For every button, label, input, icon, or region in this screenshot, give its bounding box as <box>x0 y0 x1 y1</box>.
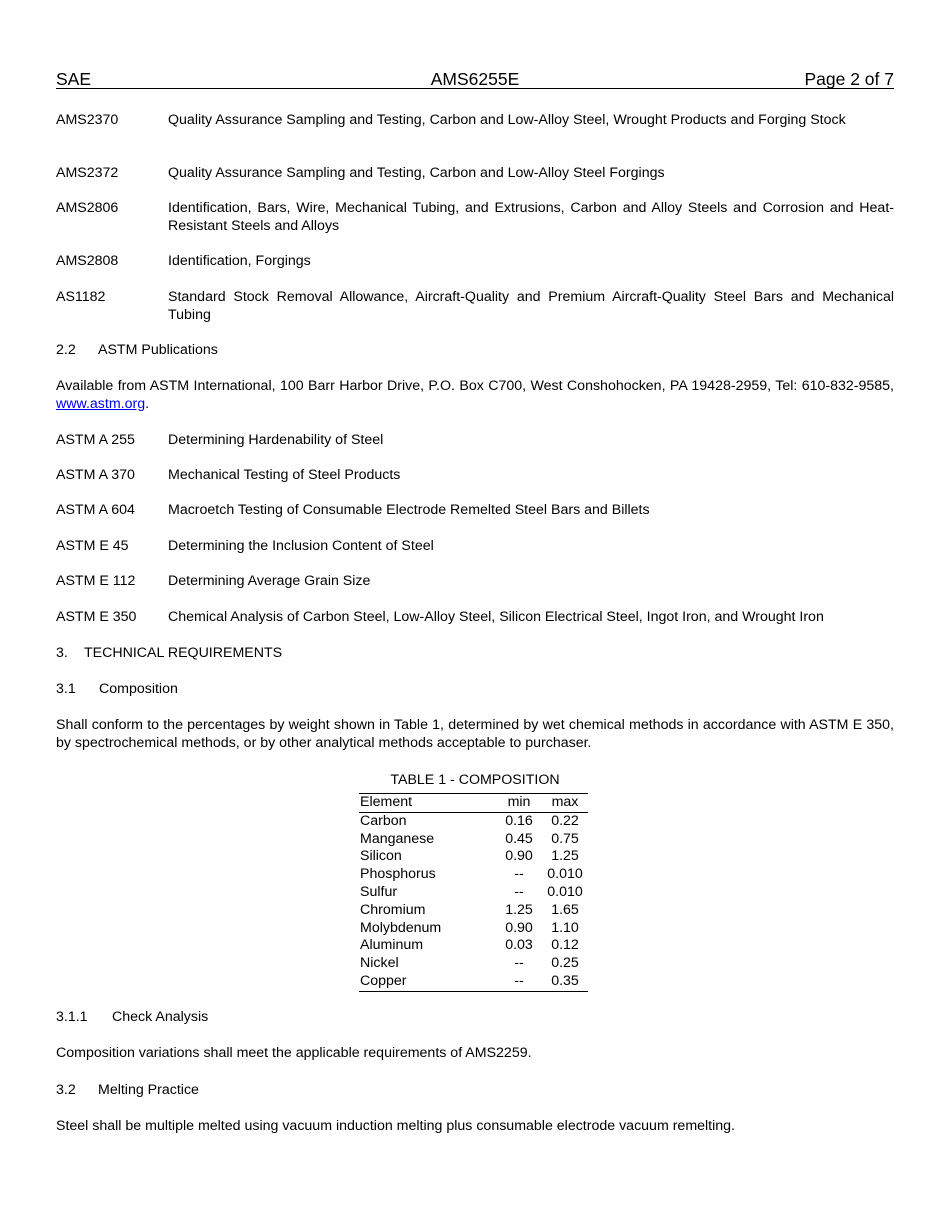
melting-practice-paragraph: Steel shall be multiple melted using vacuum induction melting plus consumable electrode vacuum remelting. <box>56 1118 735 1134</box>
table-row <box>359 884 588 902</box>
element-cell: Molybdenum <box>360 919 442 936</box>
ref-code: ASTM A 255 <box>56 432 135 448</box>
max-cell: 0.25 <box>551 955 579 972</box>
max-cell: 1.25 <box>551 848 579 865</box>
min-cell: -- <box>514 866 524 883</box>
ref-text: Mechanical Testing of Steel Products <box>168 467 401 483</box>
section-heading-composition <box>56 681 178 697</box>
element-cell: Silicon <box>360 848 402 865</box>
section-number: 3.1.1 <box>56 1009 88 1025</box>
section-title: Composition <box>99 681 178 697</box>
ref-text: Determining the Inclusion Content of Steel <box>168 538 434 554</box>
max-cell: 0.75 <box>551 830 579 847</box>
section-number: 3.2 <box>56 1082 76 1098</box>
section-heading-astm <box>56 342 218 358</box>
ref-code: AMS2370 <box>56 112 119 128</box>
ref-code: ASTM E 45 <box>56 538 129 554</box>
header-page-number: Page 2 of 7 <box>804 69 894 89</box>
ref-code: ASTM E 112 <box>56 573 136 589</box>
astm-availability-paragraph <box>56 378 894 413</box>
min-cell: 0.16 <box>505 812 533 829</box>
max-cell: 0.22 <box>551 812 579 829</box>
ref-code: ASTM E 350 <box>56 609 137 625</box>
ref-text: Determining Hardenability of Steel <box>168 432 384 448</box>
element-cell: Aluminum <box>360 937 424 954</box>
min-cell: 0.90 <box>505 848 533 865</box>
table-header-row <box>359 794 588 813</box>
section-title: TECHNICAL REQUIREMENTS <box>84 645 283 661</box>
element-cell: Carbon <box>360 812 407 829</box>
ref-code: AS1182 <box>56 289 106 305</box>
section-number: 3. <box>56 645 68 661</box>
table-row <box>359 848 588 866</box>
table-row <box>359 973 588 991</box>
ref-code: ASTM A 604 <box>56 502 135 518</box>
max-cell: 0.010 <box>547 866 583 883</box>
section-heading-technical-requirements <box>56 645 282 661</box>
table-row <box>359 902 588 920</box>
header-doc-number: AMS6255E <box>430 69 520 89</box>
ref-text: Chemical Analysis of Carbon Steel, Low-Alloy Steel, Silicon Electrical Steel, Ingot Iron, and Wrought Iron <box>168 609 824 625</box>
element-cell: Copper <box>359 973 496 991</box>
min-cell: 0.90 <box>505 919 533 936</box>
element-cell: Phosphorus <box>360 866 436 883</box>
ref-code: AMS2806 <box>56 200 119 216</box>
min-cell: -- <box>514 883 524 900</box>
section-number: 3.1 <box>56 681 76 697</box>
ref-text: Macroetch Testing of Consumable Electrode Remelted Steel Bars and Billets <box>168 502 650 518</box>
section-title: Check Analysis <box>112 1009 209 1025</box>
ref-text: Quality Assurance Sampling and Testing, Carbon and Low-Alloy Steel, Wrought Products and Forging Stock <box>168 112 846 128</box>
max-cell: 0.35 <box>542 973 588 991</box>
ref-code: ASTM A 370 <box>56 467 135 483</box>
astm-intro-end: . <box>145 395 150 412</box>
ref-code: AMS2372 <box>56 165 119 181</box>
ref-text: Identification, Bars, Wire, Mechanical Tubing, and Extrusions, Carbon and Alloy Steels and Corrosion and Heat-Resistant Steels and Alloys <box>168 200 894 234</box>
astm-intro-text: Available from ASTM International, 100 Barr Harbor Drive, P.O. Box C700, West Conshohocken, PA 19428-2959, Tel: 610-832-9585, <box>56 378 894 394</box>
section-title: ASTM Publications <box>98 342 218 358</box>
ref-text: Identification, Forgings <box>168 253 311 269</box>
section-number: 2.2 <box>56 342 76 358</box>
element-cell: Chromium <box>360 901 426 918</box>
element-cell: Nickel <box>360 955 399 972</box>
column-header-element: Element <box>359 794 496 813</box>
composition-paragraph: Shall conform to the percentages by weight shown in Table 1, determined by wet chemical methods in accordance with ASTM E 350, by spectrochemical methods, or by other analytical methods acceptable to purchaser. <box>56 717 894 751</box>
max-cell: 0.010 <box>547 883 583 900</box>
header-org: SAE <box>56 69 92 89</box>
header-rule <box>56 88 894 89</box>
table-row <box>359 866 588 884</box>
max-cell: 1.65 <box>551 901 579 918</box>
table-row <box>359 920 588 938</box>
astm-website-link[interactable]: www.astm.org <box>56 395 146 412</box>
composition-table <box>359 793 588 992</box>
element-cell: Manganese <box>360 830 435 847</box>
min-cell: -- <box>496 973 542 991</box>
table-row <box>359 955 588 973</box>
min-cell: 0.45 <box>505 830 533 847</box>
check-analysis-paragraph: Composition variations shall meet the applicable requirements of AMS2259. <box>56 1045 532 1061</box>
ref-text: Quality Assurance Sampling and Testing, Carbon and Low-Alloy Steel Forgings <box>168 165 665 181</box>
max-cell: 0.12 <box>551 937 579 954</box>
table-row <box>359 937 588 955</box>
column-header-min: min <box>496 794 542 813</box>
element-cell: Sulfur <box>360 883 398 900</box>
section-heading-check-analysis <box>56 1009 208 1025</box>
ref-text: Determining Average Grain Size <box>168 573 371 589</box>
min-cell: 1.25 <box>505 901 533 918</box>
section-heading-melting-practice <box>56 1082 199 1098</box>
max-cell: 1.10 <box>551 919 579 936</box>
table-row <box>359 812 588 830</box>
table-row <box>359 831 588 849</box>
table-title: TABLE 1 - COMPOSITION <box>390 772 560 788</box>
section-title: Melting Practice <box>98 1082 199 1098</box>
column-header-max: max <box>542 794 588 813</box>
ref-code: AMS2808 <box>56 253 119 269</box>
min-cell: 0.03 <box>505 937 533 954</box>
ref-text: Standard Stock Removal Allowance, Aircraft-Quality and Premium Aircraft-Quality Steel Bars and Mechanical Tubing <box>168 289 894 323</box>
min-cell: -- <box>514 955 524 972</box>
